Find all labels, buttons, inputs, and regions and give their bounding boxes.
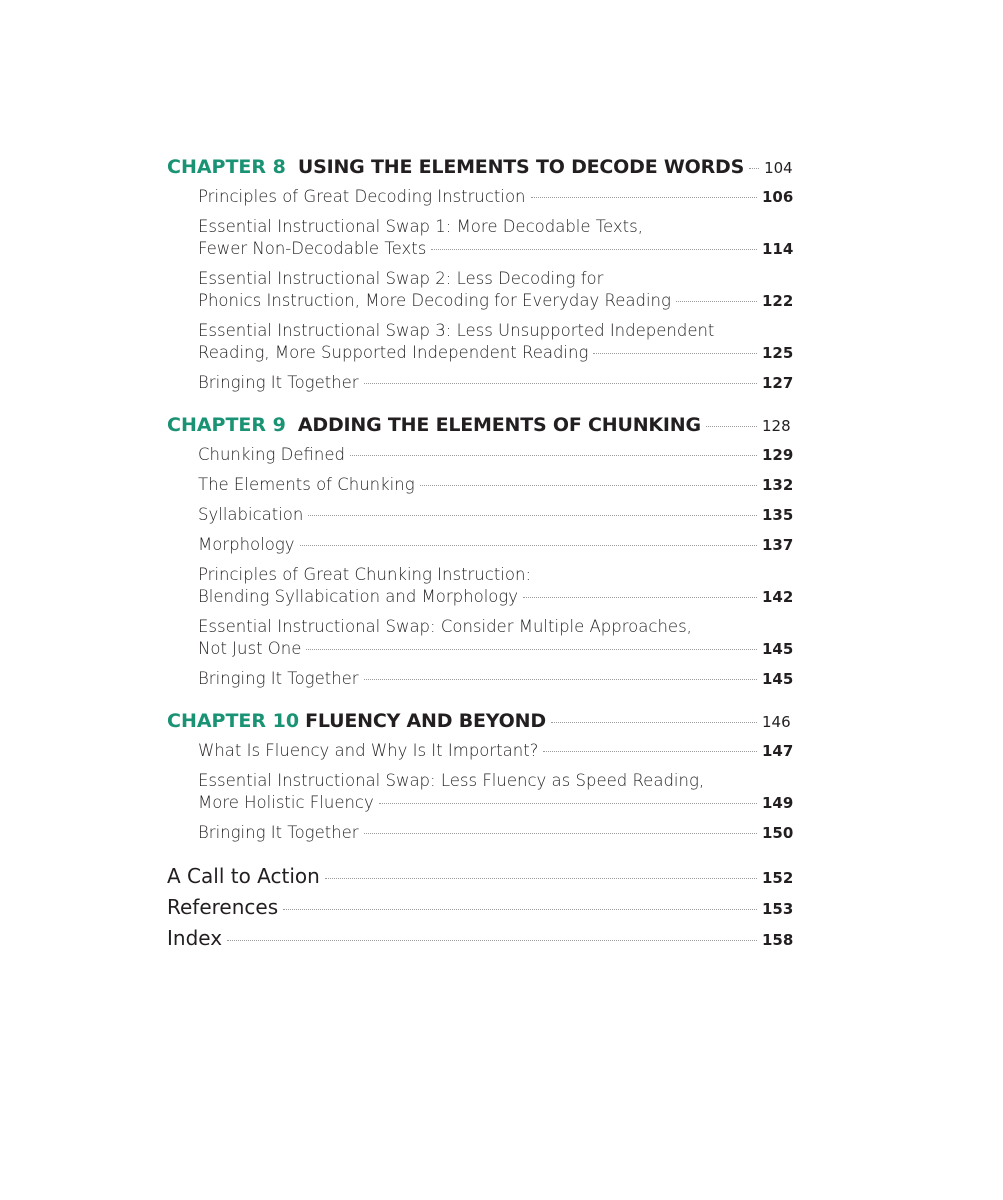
page-number: 128 <box>762 417 791 435</box>
chapter-8 <box>167 156 794 394</box>
chapter-title: FLUENCY AND BEYOND <box>305 710 546 732</box>
toc-entry[interactable] <box>167 504 794 526</box>
page-number: 146 <box>762 713 791 731</box>
back-matter-entry[interactable] <box>167 864 794 895</box>
dot-leader <box>227 940 757 941</box>
page-number: 137 <box>762 536 794 554</box>
dot-leader <box>308 515 757 516</box>
entry-title: Phonics Instruction, More Decoding for Everyday Reading <box>198 291 671 310</box>
toc-entry[interactable] <box>167 268 794 312</box>
page-number: 153 <box>762 900 794 918</box>
dot-leader <box>523 597 757 598</box>
toc-entry[interactable] <box>167 740 794 762</box>
table-of-contents <box>167 156 794 957</box>
toc-entry[interactable] <box>167 770 794 814</box>
dot-leader <box>364 383 757 384</box>
page-number: 149 <box>762 794 794 812</box>
toc-entry[interactable] <box>167 534 794 556</box>
toc-entry[interactable] <box>167 444 794 466</box>
page-number: 145 <box>762 640 794 658</box>
toc-entry[interactable] <box>167 186 794 208</box>
page-number: 132 <box>762 476 794 494</box>
entry-title: A Call to Action <box>167 864 320 888</box>
chapter-10 <box>167 710 794 844</box>
page-number: 125 <box>762 344 794 362</box>
dot-leader <box>431 249 757 250</box>
dot-leader <box>676 301 757 302</box>
page-number: 145 <box>762 670 794 688</box>
toc-entry[interactable] <box>167 668 794 690</box>
dot-leader <box>325 878 757 879</box>
entry-title: Syllabication <box>198 505 304 524</box>
dot-leader <box>551 722 757 723</box>
entry-title: The Elements of Chunking <box>198 475 415 494</box>
chapter-title: ADDING THE ELEMENTS OF CHUNKING <box>297 414 701 436</box>
chapter-heading[interactable] <box>167 156 793 186</box>
entry-title: Not Just One <box>198 639 302 658</box>
page-number: 150 <box>762 824 794 842</box>
back-matter-entry[interactable] <box>167 926 794 957</box>
chapter-title: USING THE ELEMENTS TO DECODE WORDS <box>297 156 745 178</box>
toc-entry[interactable] <box>167 474 794 496</box>
entry-title: Bringing It Together <box>198 669 359 688</box>
toc-entry[interactable] <box>167 216 794 260</box>
entry-title: Bringing It Together <box>198 823 359 842</box>
entry-title: Blending Syllabication and Morphology <box>198 587 519 606</box>
chapter-number: CHAPTER 8 <box>167 156 286 178</box>
chapter-9 <box>167 414 794 690</box>
entry-title: What Is Fluency and Why Is It Important? <box>198 741 539 760</box>
toc-entry[interactable] <box>167 822 794 844</box>
chapter-number: CHAPTER 9 <box>167 414 286 436</box>
page-number: 158 <box>762 931 794 949</box>
chapter-heading[interactable] <box>167 414 789 444</box>
page-number: 129 <box>762 446 794 464</box>
dot-leader <box>543 751 757 752</box>
entry-title: Reading, More Supported Independent Reading <box>198 343 589 362</box>
dot-leader <box>749 168 759 169</box>
entry-title: Chunking Defined <box>198 445 345 464</box>
entry-title: Morphology <box>198 535 295 554</box>
dot-leader <box>350 455 757 456</box>
page-number: 122 <box>762 292 794 310</box>
back-matter <box>167 864 794 957</box>
entry-title: Bringing It Together <box>198 373 359 392</box>
dot-leader <box>379 803 757 804</box>
entry-title-line1: Essential Instructional Swap: Consider Multiple Approaches, <box>198 617 692 636</box>
dot-leader <box>364 833 757 834</box>
back-matter-entry[interactable] <box>167 895 794 926</box>
page-number: 114 <box>762 240 794 258</box>
dot-leader <box>364 679 757 680</box>
entry-title-line1: Essential Instructional Swap 2: Less Decoding for <box>198 269 604 288</box>
chapter-heading[interactable] <box>167 710 789 740</box>
entry-title: References <box>167 895 279 919</box>
page-number: 152 <box>762 869 794 887</box>
page-number: 104 <box>764 159 793 177</box>
dot-leader <box>300 545 758 546</box>
dot-leader <box>531 197 757 198</box>
page-number: 106 <box>762 188 794 206</box>
toc-entry[interactable] <box>167 564 794 608</box>
entry-title-line1: Principles of Great Chunking Instruction: <box>198 565 532 584</box>
entry-title: Index <box>167 926 223 950</box>
dot-leader <box>593 353 757 354</box>
page-number: 135 <box>762 506 794 524</box>
entry-title-line1: Essential Instructional Swap: Less Fluency as Speed Reading, <box>198 771 705 790</box>
entry-title-line1: Essential Instructional Swap 1: More Decodable Texts, <box>198 217 643 236</box>
dot-leader <box>283 909 757 910</box>
dot-leader <box>420 485 757 486</box>
page-number: 142 <box>762 588 794 606</box>
toc-entry[interactable] <box>167 616 794 660</box>
page-number: 127 <box>762 374 794 392</box>
toc-entry[interactable] <box>167 320 794 364</box>
entry-title: Fewer Non-Decodable Texts <box>198 239 427 258</box>
dot-leader <box>706 426 757 427</box>
entry-title-line1: Essential Instructional Swap 3: Less Unsupported Independent <box>198 321 715 340</box>
page-number: 147 <box>762 742 794 760</box>
toc-entry[interactable] <box>167 372 794 394</box>
dot-leader <box>306 649 757 650</box>
entry-title: More Holistic Fluency <box>198 793 374 812</box>
chapter-number: CHAPTER 10 <box>167 710 300 732</box>
entry-title: Principles of Great Decoding Instruction <box>198 187 526 206</box>
